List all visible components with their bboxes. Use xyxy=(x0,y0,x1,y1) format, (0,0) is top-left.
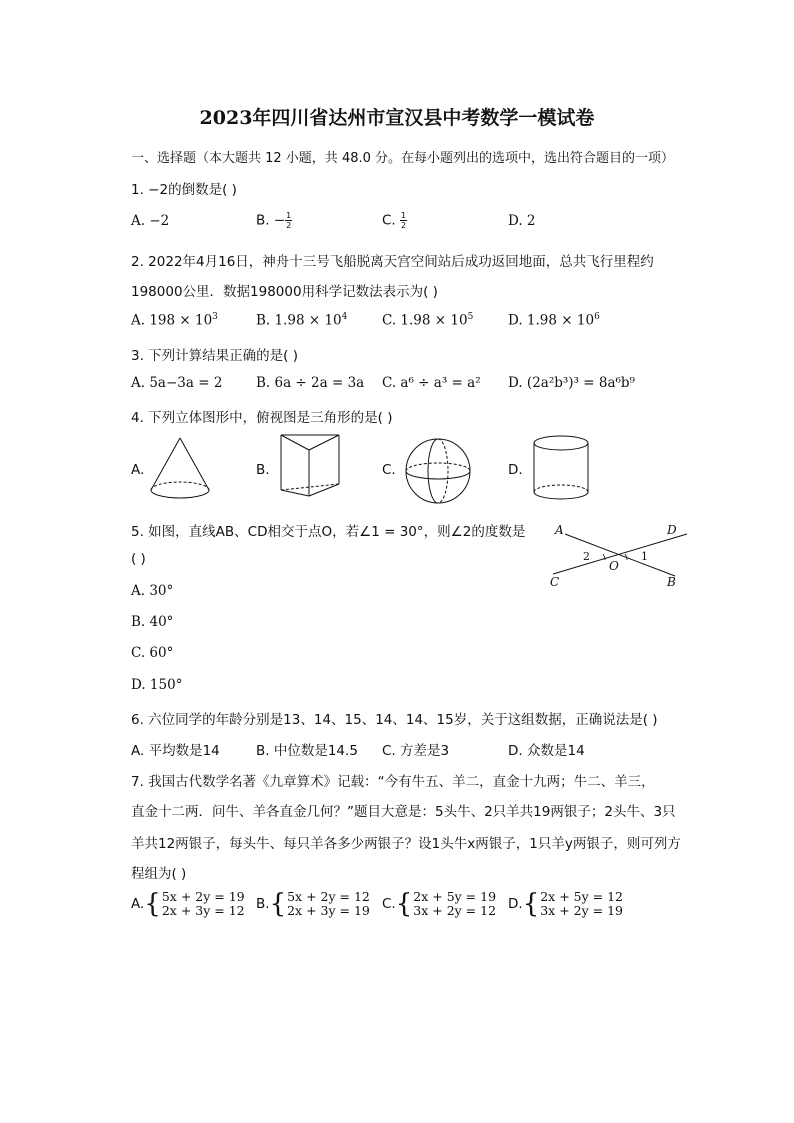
q4-stem: 4. 下列立体图形中，俯视图是三角形的是( ) xyxy=(131,410,393,426)
equation-system xyxy=(162,890,245,918)
point-label-d: D xyxy=(667,523,677,537)
q1-option-b xyxy=(256,211,292,230)
equation-line: 5x + 2y = 19 xyxy=(161,889,245,904)
point-label-o: O xyxy=(609,559,619,573)
q6-option-a: A. 平均数是14 xyxy=(131,743,220,759)
angle-label-2: 2 xyxy=(583,550,590,563)
brace-icon: { xyxy=(395,889,413,919)
q2-option-b xyxy=(256,312,347,329)
point-label-a: A xyxy=(555,523,564,537)
q5-option-a: A. 30° xyxy=(131,583,174,599)
q3-option-d: D. (2a²b³)³ = 8a⁶b⁹ xyxy=(508,375,635,391)
q6-option-d: D. 众数是14 xyxy=(508,743,585,759)
q7-line4: 程组为( ) xyxy=(131,866,187,882)
brace-icon: { xyxy=(144,889,161,919)
q1-option-b-fraction xyxy=(285,211,292,230)
exam-title: 2023年四川省达州市宣汉县中考数学一模试卷 xyxy=(199,107,595,129)
q2-option-d-exponent: 6 xyxy=(594,312,600,322)
equation-line: 2x + 3y = 12 xyxy=(161,903,245,918)
fraction-numerator: 1 xyxy=(401,211,407,220)
q4-option-b-label: B. xyxy=(256,462,270,478)
q1-option-c-label: C. xyxy=(382,212,396,229)
sphere-figure xyxy=(404,437,472,505)
q1-option-c-fraction xyxy=(400,211,407,230)
q7-option-b xyxy=(256,890,370,918)
brace-icon: { xyxy=(269,889,287,919)
q2-line2: 198000公里．数据198000用科学记数法表示为( ) xyxy=(131,284,438,300)
q2-option-c xyxy=(382,312,473,329)
q6-option-b: B. 中位数是14.5 xyxy=(256,743,358,759)
equation-system xyxy=(540,890,623,918)
q5-option-d: D. 150° xyxy=(131,677,183,693)
fraction-denominator: 2 xyxy=(401,221,407,230)
q2-option-c-text: C. 1.98 × 10 xyxy=(382,312,468,329)
q5-line2: ( ) xyxy=(131,551,146,567)
equation-line: 3x + 2y = 12 xyxy=(413,903,497,918)
q2-option-c-exponent: 5 xyxy=(467,312,474,322)
equation-line: 2x + 3y = 19 xyxy=(287,903,370,918)
cylinder-figure xyxy=(532,434,590,504)
q7-option-c xyxy=(382,890,496,918)
q4-option-a-label: A. xyxy=(131,462,145,478)
fraction-numerator: 1 xyxy=(286,211,292,220)
q1-option-a: A. −2 xyxy=(131,213,170,229)
q1-option-b-sign: − xyxy=(273,212,286,229)
q4-option-c-label: C. xyxy=(382,462,396,478)
q2-option-b-text: B. 1.98 × 10 xyxy=(256,312,342,329)
q1-stem: 1. −2的倒数是( ) xyxy=(131,182,237,198)
q2-option-a-text: A. 198 × 10 xyxy=(131,312,213,329)
q3-option-a: A. 5a−3a = 2 xyxy=(131,375,223,391)
q5-option-b: B. 40° xyxy=(131,614,174,630)
q7-option-d-label: D. xyxy=(508,896,523,912)
equation-line: 2x + 5y = 19 xyxy=(413,889,497,904)
q5-line1: 5. 如图，直线AB、CD相交于点O，若∠1 = 30°，则∠2的度数是 xyxy=(131,524,526,540)
angle-label-1: 1 xyxy=(641,550,648,563)
q2-option-d-text: D. 1.98 × 10 xyxy=(508,312,595,329)
q2-line1: 2. 2022年4月16日，神舟十三号飞船脱离天宫空间站后成功返回地面，总共飞行里程约 xyxy=(131,254,654,270)
q1-option-b-label: B. xyxy=(256,212,270,229)
q7-line1: 7. 我国古代数学名著《九章算术》记载：“今有牛五、羊二，直金十九两；牛二、羊三， xyxy=(131,774,655,790)
equation-line: 3x + 2y = 19 xyxy=(540,903,623,918)
q7-option-a-label: A. xyxy=(131,896,145,912)
q3-stem: 3. 下列计算结果正确的是( ) xyxy=(131,348,298,364)
q7-option-a xyxy=(131,890,245,918)
equation-system xyxy=(287,890,370,918)
equation-system xyxy=(413,890,496,918)
q2-option-b-exponent: 4 xyxy=(341,312,348,322)
q7-option-c-label: C. xyxy=(382,896,396,912)
q4-option-d-label: D. xyxy=(508,462,523,478)
q1-option-c xyxy=(382,211,407,230)
q7-line3: 羊共12两银子，每头牛、每只羊各多少两银子？设1头牛x两银子，1只羊y两银子，则可列方 xyxy=(131,836,681,852)
q6-stem: 6. 六位同学的年龄分别是13、14、15、14、14、15岁，关于这组数据，正确说法是( ) xyxy=(131,712,658,728)
q7-option-b-label: B. xyxy=(256,896,270,912)
q6-option-c: C. 方差是3 xyxy=(382,743,450,759)
equation-line: 5x + 2y = 12 xyxy=(287,889,370,904)
triangular-prism-figure xyxy=(279,432,341,498)
q7-option-d xyxy=(508,890,623,918)
point-label-b: B xyxy=(667,575,676,589)
intersecting-lines-figure xyxy=(545,518,695,590)
q3-option-b: B. 6a ÷ 2a = 3a xyxy=(256,375,365,391)
q7-line2: 直金十二两．问牛、羊各直金几何？”题目大意是：5头牛、2只羊共19两银子；2头牛、3只 xyxy=(131,804,676,820)
q2-option-a xyxy=(131,312,218,329)
brace-icon: { xyxy=(522,889,540,919)
q2-option-a-exponent: 3 xyxy=(212,312,218,322)
fraction-denominator: 2 xyxy=(286,221,292,230)
section-heading: 一、选择题（本大题共 12 小题，共 48.0 分。在每小题列出的选项中，选出符合题目的一项） xyxy=(131,151,675,166)
equation-line: 2x + 5y = 12 xyxy=(540,889,623,904)
point-label-c: C xyxy=(550,575,560,589)
q2-option-d xyxy=(508,312,600,329)
cone-figure xyxy=(148,436,212,502)
q5-option-c: C. 60° xyxy=(131,645,174,661)
q1-option-d: D. 2 xyxy=(508,213,536,229)
q3-option-c: C. a⁶ ÷ a³ = a² xyxy=(382,375,481,391)
